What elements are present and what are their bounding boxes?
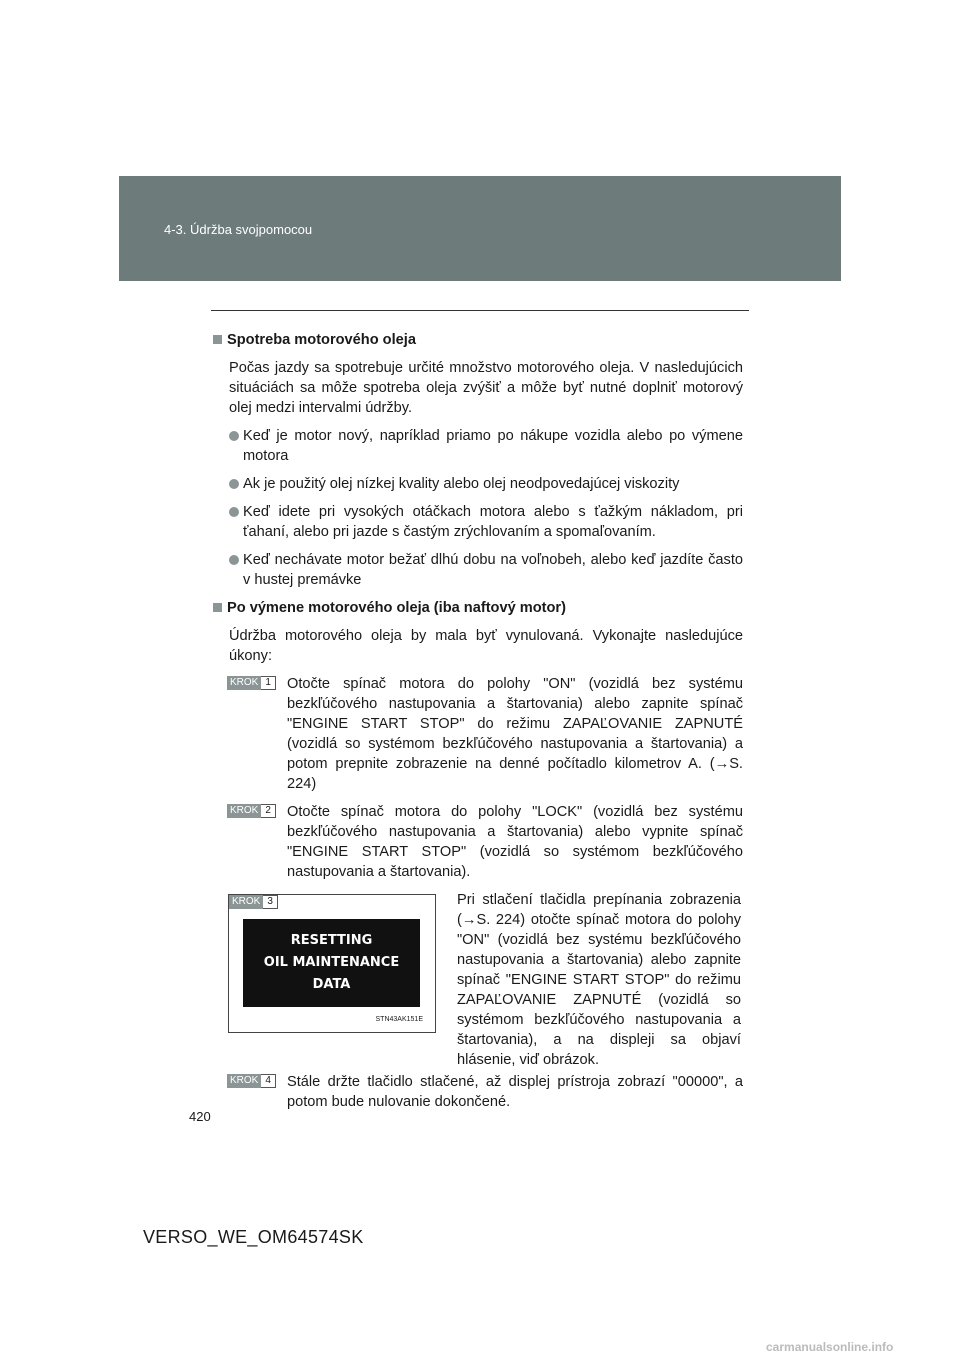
page-content [213,330,743,1120]
step-badge: KROK 3 [229,895,278,909]
section-title-oil-change [213,598,743,618]
step-4 [213,1072,743,1112]
figure-code: STN43AK151E [375,1016,423,1023]
display-line: OIL MAINTENANCE [263,955,400,970]
step-1 [213,674,743,794]
section-title-text: Spotreba motorového oleja [227,332,416,348]
instrument-display [243,919,420,1007]
display-line: RESETTING [290,933,373,948]
step-text: Otočte spínač motora do polohy "LOCK" (vozidlá bez systému bezkľúčového nastupovania a štartovania) alebo vypnite spínač "ENGINE START STOP" (vozidlá so systémom bezkľúčového nastupovania a štartovania). [287,804,743,880]
list-item-text: Ak je použitý olej nízkej kvality alebo olej neodpovedajúcej viskozity [243,476,680,492]
list-item [229,550,743,590]
step-badge: KROK 4 [227,1074,276,1088]
list-item [229,426,743,466]
circle-bullet-icon [229,507,239,517]
circle-bullet-icon [229,479,239,489]
circle-bullet-icon [229,555,239,565]
step-3 [213,890,743,1068]
list-item [229,502,743,542]
page-number: 420 [189,1109,211,1124]
document-id: VERSO_WE_OM64574SK [143,1227,364,1247]
step-badge: KROK 1 [227,676,276,690]
section-title-oil-consumption [213,330,743,350]
display-figure [228,894,436,1033]
section-intro: Počas jazdy sa spotrebuje určité množstvo motorového oleja. V nasledujúcich situáciách sa môže spotreba oleja zvýšiť a môže byť nutné doplniť motorový olej medzi intervalmi údržby. [229,360,743,416]
square-bullet-icon [213,603,222,612]
list-item [229,474,743,494]
step-text: Otočte spínač motora do polohy "ON" (vozidlá bez systému bezkľúčového nastupovania a štartovania) alebo zapnite spínač "ENGINE START STOP" do režimu ZAPAĽOVANIE ZAPNUTÉ (vozidlá so systémom bezkľúčového nastupovania a štartovania) a potom prepnite zobrazenie na denné počítadlo kilometrov A. (→S. 224) [287,676,743,792]
step-badge: KROK 2 [227,804,276,818]
bullet-list [213,426,743,590]
list-item-text: Keď je motor nový, napríklad priamo po nákupe vozidla alebo po výmene motora [243,428,743,464]
list-item-text: Keď nechávate motor bežať dlhú dobu na voľnobeh, alebo keď jazdíte často v hustej premávke [243,552,743,588]
step-2 [213,802,743,882]
step-text: Pri stlačení tlačidla prepínania zobrazenia (→S. 224) otočte spínač motora do polohy "ON" (vozidlá bez systému bezkľúčového nastupovania a štartovania) alebo zapnite spínač "ENGINE START STOP" do režimu ZAPAĽOVANIE ZAPNUTÉ (vozidlá so systémom bezkľúčového nastupovania a štartovania), a na displeji sa objaví hlásenie, viď obrázok. [457,892,741,1068]
divider-rule [211,310,749,311]
step-text: Stále držte tlačidlo stlačené, až displej prístroja zobrazí "00000", a potom bude nulovanie dokončené. [287,1074,743,1110]
circle-bullet-icon [229,431,239,441]
section-intro: Údržba motorového oleja by mala byť vynulovaná. Vykonajte nasledujúce úkony: [229,628,743,664]
square-bullet-icon [213,335,222,344]
watermark: carmanualsonline.info [766,1340,894,1354]
display-line: DATA [312,977,351,992]
section-header-title: 4-3. Údržba svojpomocou [164,222,313,237]
header-band [119,176,841,281]
section-title-text: Po výmene motorového oleja (iba naftový motor) [227,600,566,616]
list-item-text: Keď idete pri vysokých otáčkach motora alebo s ťažkým nákladom, pri ťahaní, alebo pri jazde s častým zrýchlovaním a spomaľovaním. [243,504,743,540]
